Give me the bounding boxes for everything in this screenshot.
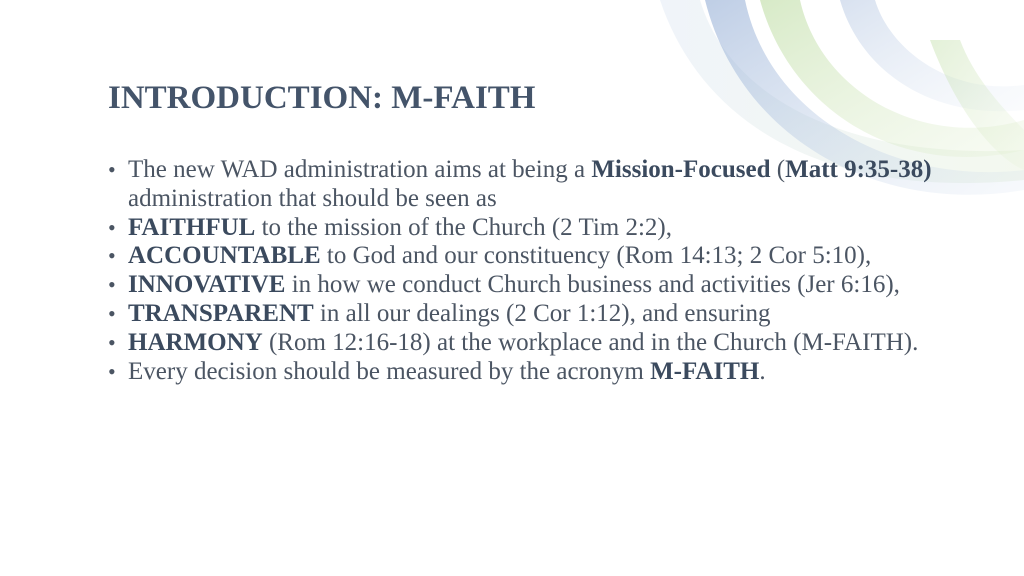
bullet-text: (: [770, 156, 786, 183]
bullet-item: [108, 156, 938, 214]
bullet-bold-text: Matt 9:35-38): [785, 156, 932, 183]
bullet-text: .: [759, 357, 766, 385]
bullet-item: [108, 329, 938, 358]
bullet-item: [108, 242, 938, 271]
bullet-text: to God and our constituency (Rom 14:13; 2 Cor 5:10),: [320, 242, 872, 270]
bullet-list: [108, 156, 938, 386]
bullet-bold-text: Mission-Focused: [591, 156, 771, 183]
bullet-text: to the mission of the Church (2 Tim 2:2),: [255, 213, 673, 241]
bullet-text: Every decision should be measured by the acronym: [128, 357, 651, 385]
bullet-item: [108, 300, 938, 329]
bullet-item: [108, 271, 938, 300]
bullet-text: (Rom 12:16-18) at the workplace and in the Church (M-FAITH).: [262, 328, 919, 356]
bullet-text: administration that should be seen as: [128, 184, 497, 212]
slide-title: INTRODUCTION: M-FAITH: [108, 80, 536, 116]
bullet-bold-text: M-FAITH: [650, 357, 760, 385]
bullet-bold-text: INNOVATIVE: [128, 271, 286, 299]
bullet-bold-text: ACCOUNTABLE: [128, 242, 321, 270]
bullet-bold-text: HARMONY: [128, 328, 263, 356]
bullet-text: in all our dealings (2 Cor 1:12), and ensuring: [313, 299, 771, 327]
bullet-item: [108, 214, 938, 243]
bullet-text: The new WAD administration aims at being a: [128, 156, 592, 183]
bullet-bold-text: FAITHFUL: [128, 213, 256, 241]
bullet-item: [108, 358, 938, 387]
bullet-bold-text: TRANSPARENT: [128, 299, 314, 327]
bullet-text: in how we conduct Church business and activities (Jer 6:16),: [285, 271, 900, 299]
